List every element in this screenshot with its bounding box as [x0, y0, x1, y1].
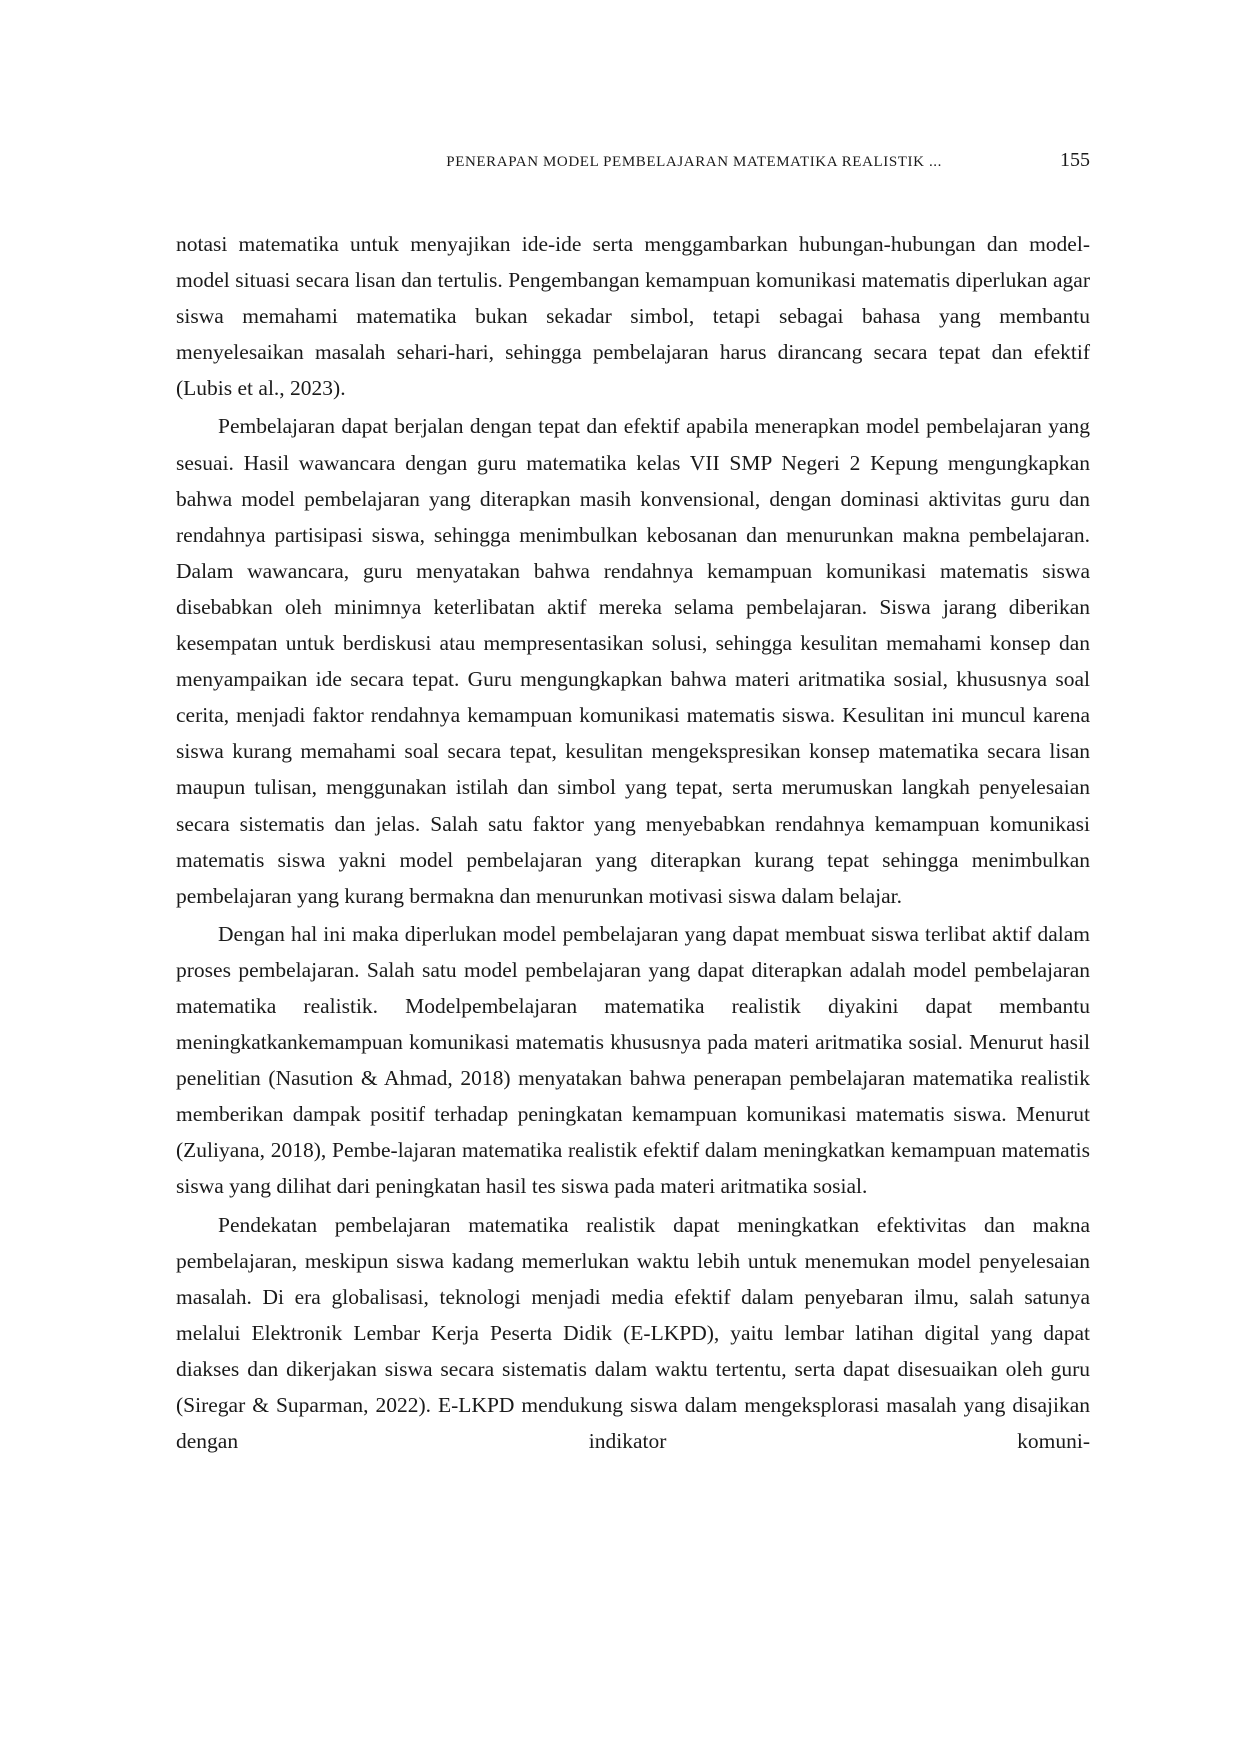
page-number: 155 [1060, 149, 1090, 171]
paragraph-realistic-model: Dengan hal ini maka diperlukan model pembelajaran yang dapat membuat siswa terlibat aktif dalam proses pembelajaran. Salah satu model pembelajaran yang dapat diterapkan adalah model pembelajaran matematika realistik. Modelpembelajaran matematika realistik diyakini dapat membantu meningkatkankemampuan komunikasi matematis khususnya pada materi aritmatika sosial. Menurut hasil penelitian (Nasution & Ahmad, 2018) menyatakan bahwa penerapan pembelajaran matematika realistik memberikan dampak positif terhadap peningkatan kemampuan komunikasi matematis siswa. Menurut (Zuliyana, 2018), Pembe-lajaran matematika realistik efektif dalam meningkatkan kemampuan matematis siswa yang dilihat dari peningkatan hasil tes siswa pada materi aritmatika sosial. [176, 921, 1090, 1199]
body-text [176, 226, 1090, 1459]
running-header [176, 148, 1090, 176]
paragraph-e-lkpd: Pendekatan pembelajaran matematika realistik dapat meningkatkan efektivitas dan makna pembelajaran, meskipun siswa kadang memerlukan waktu lebih untuk menemukan model penyelesaian masalah. Di era globalisasi, teknologi menjadi media efektif dalam penyebaran ilmu, salah satunya melalui Elektronik Lembar Kerja Peserta Didik (E-LKPD), yaitu lembar latihan digital yang dapat diakses dan dikerjakan siswa secara sistematis dalam waktu tertentu, serta dapat disesuaikan oleh guru (Siregar & Suparman, 2022). E-LKPD mendukung siswa dalam mengeksplorasi masalah yang disajikan dengan indikator komuni- [176, 1212, 1090, 1454]
paragraph-continuation: notasi matematika untuk menyajikan ide-ide serta menggambarkan hubungan-hubungan dan model-model situasi secara lisan dan tertulis. Pengembangan kemampuan komunikasi matematis diperlukan agar siswa memahami matematika bukan sekadar simbol, tetapi sebagai bahasa yang membantu menyelesaikan masalah sehari-hari, sehingga pembelajaran harus dirancang secara tepat dan efektif (Lubis et al., 2023). [176, 232, 1090, 401]
running-title: PENERAPAN MODEL PEMBELAJARAN MATEMATIKA REALISTIK ... [446, 154, 942, 170]
paragraph-model-conventional: Pembelajaran dapat berjalan dengan tepat dan efektif apabila menerapkan model pembelajaran yang sesuai. Hasil wawancara dengan guru matematika kelas VII SMP Negeri 2 Kepung mengungkapkan bahwa model pembelajaran yang diterapkan masih konvensional, dengan dominasi aktivitas guru dan rendahnya partisipasi siswa, sehingga menimbulkan kebosanan dan menurunkan makna pembelajaran. Dalam wawancara, guru menyatakan bahwa rendahnya kemampuan komunikasi matematis siswa disebabkan oleh minimnya keterlibatan aktif mereka selama pembelajaran. Siswa jarang diberikan kesempatan untuk berdiskusi atau mempresentasikan solusi, sehingga kesulitan memahami konsep dan menyampaikan ide secara tepat. Guru mengungkapkan bahwa materi aritmatika sosial, khususnya soal cerita, menjadi faktor rendahnya kemampuan komunikasi matematis siswa. Kesulitan ini muncul karena siswa kurang memahami soal secara tepat, kesulitan mengekspresikan konsep matematika secara lisan maupun tulisan, menggunakan istilah dan simbol yang tepat, serta merumuskan langkah penyelesaian secara sistematis dan jelas. Salah satu faktor yang menyebabkan rendahnya kemampuan komunikasi matematis siswa yakni model pembelajaran yang diterapkan kurang tepat sehingga menimbulkan pembelajaran yang kurang bermakna dan menurunkan motivasi siswa dalam belajar. [176, 414, 1090, 908]
